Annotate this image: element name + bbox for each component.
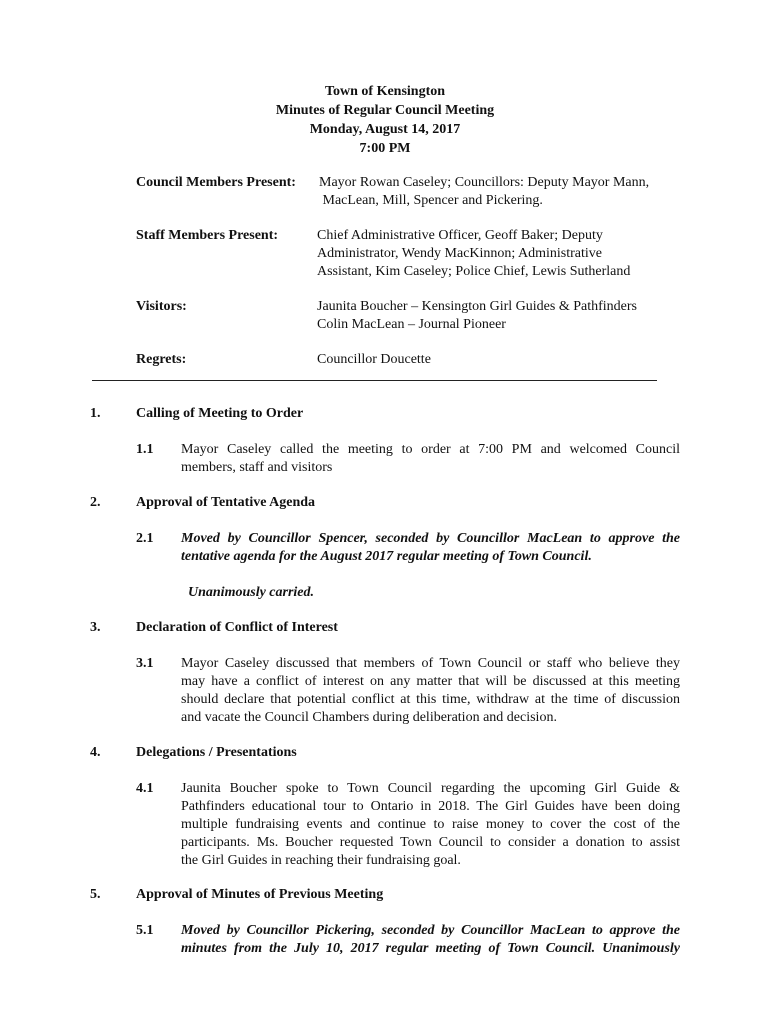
item-text-line: may have a conflict of interest on any matter that will be discussed at this meeting bbox=[181, 674, 680, 689]
section-number: 2. bbox=[90, 495, 101, 510]
item-number: 3.1 bbox=[136, 656, 154, 671]
motion-text bbox=[181, 530, 680, 566]
item-text-line: members, staff and visitors bbox=[181, 460, 333, 475]
section-number: 3. bbox=[90, 620, 101, 635]
visitor-line: Jaunita Boucher – Kensington Girl Guides & Pathfinders bbox=[317, 299, 638, 314]
meeting-date: Monday, August 14, 2017 bbox=[309, 122, 461, 137]
item-text-line: Mayor Caseley called the meeting to order at 7:00 PM and welcomed Council bbox=[181, 442, 680, 457]
staff-members-line: Administrator, Wendy MacKinnon; Administrative bbox=[317, 246, 603, 261]
section-title: Declaration of Conflict of Interest bbox=[136, 620, 338, 635]
item-text-line: minutes from the July 10, 2017 regular meeting of Town Council. Unanimously bbox=[181, 941, 680, 956]
council-members-label: Council Members Present: bbox=[136, 175, 296, 190]
motion-text bbox=[181, 922, 680, 958]
item-number: 4.1 bbox=[136, 781, 154, 796]
council-members-value bbox=[319, 174, 699, 210]
item-text bbox=[181, 441, 680, 477]
document-title: Minutes of Regular Council Meeting bbox=[275, 103, 495, 118]
horizontal-divider bbox=[92, 380, 657, 381]
item-text-line: should declare that potential conflict at this time, withdraw at the time of discussion bbox=[181, 692, 680, 707]
visitors-label: Visitors: bbox=[136, 299, 187, 314]
document-header bbox=[0, 82, 770, 158]
meeting-time: 7:00 PM bbox=[359, 141, 411, 156]
section-title: Delegations / Presentations bbox=[136, 745, 297, 760]
item-number: 5.1 bbox=[136, 923, 154, 938]
item-text-line: multiple fundraising events and continue to raise money to cover the cost of the bbox=[181, 817, 680, 832]
staff-members-line: Chief Administrative Officer, Geoff Baker; Deputy bbox=[317, 228, 603, 243]
item-text-line: Moved by Councillor Spencer, seconded by Councillor MacLean to approve the bbox=[181, 531, 680, 546]
regrets-value bbox=[317, 351, 697, 369]
regrets-line: Councillor Doucette bbox=[317, 352, 431, 367]
motion-carried-text: Unanimously carried. bbox=[188, 585, 315, 600]
section-number: 1. bbox=[90, 406, 101, 421]
section-number: 5. bbox=[90, 887, 101, 902]
visitor-line: Colin MacLean – Journal Pioneer bbox=[317, 317, 506, 332]
item-text-line: Pathfinders educational tour to Ontario in 2018. The Girl Guides have been doing bbox=[181, 799, 680, 814]
item-number: 2.1 bbox=[136, 531, 154, 546]
item-text-line: participants. Ms. Boucher requested Town Council to consider a donation to assist bbox=[181, 835, 680, 850]
item-text-line: the Girl Guides in reaching their fundraising goal. bbox=[181, 853, 461, 868]
item-text-line: Mayor Caseley discussed that members of Town Council or staff who believe they bbox=[181, 656, 680, 671]
staff-members-line: Assistant, Kim Caseley; Police Chief, Lewis Sutherland bbox=[317, 264, 631, 279]
item-number: 1.1 bbox=[136, 442, 154, 457]
item-text-line: and vacate the Council Chambers during deliberation and decision. bbox=[181, 710, 557, 725]
council-members-line: MacLean, Mill, Spencer and Pickering. bbox=[319, 193, 543, 208]
section-title: Approval of Minutes of Previous Meeting bbox=[136, 887, 384, 902]
staff-members-value bbox=[317, 227, 697, 281]
visitors-value bbox=[317, 298, 697, 334]
regrets-label: Regrets: bbox=[136, 352, 187, 367]
section-number: 4. bbox=[90, 745, 101, 760]
item-text-line: tentative agenda for the August 2017 regular meeting of Town Council. bbox=[181, 549, 592, 564]
item-text-line: Jaunita Boucher spoke to Town Council regarding the upcoming Girl Guide & bbox=[181, 781, 680, 796]
item-text-line: Moved by Councillor Pickering, seconded by Councillor MacLean to approve the bbox=[181, 923, 680, 938]
item-text bbox=[181, 780, 680, 870]
staff-members-label: Staff Members Present: bbox=[136, 228, 279, 243]
town-name: Town of Kensington bbox=[324, 84, 446, 99]
item-text bbox=[181, 655, 680, 727]
section-title: Calling of Meeting to Order bbox=[136, 406, 304, 421]
section-title: Approval of Tentative Agenda bbox=[136, 495, 316, 510]
council-members-line: Mayor Rowan Caseley; Councillors: Deputy Mayor Mann, bbox=[319, 175, 650, 190]
